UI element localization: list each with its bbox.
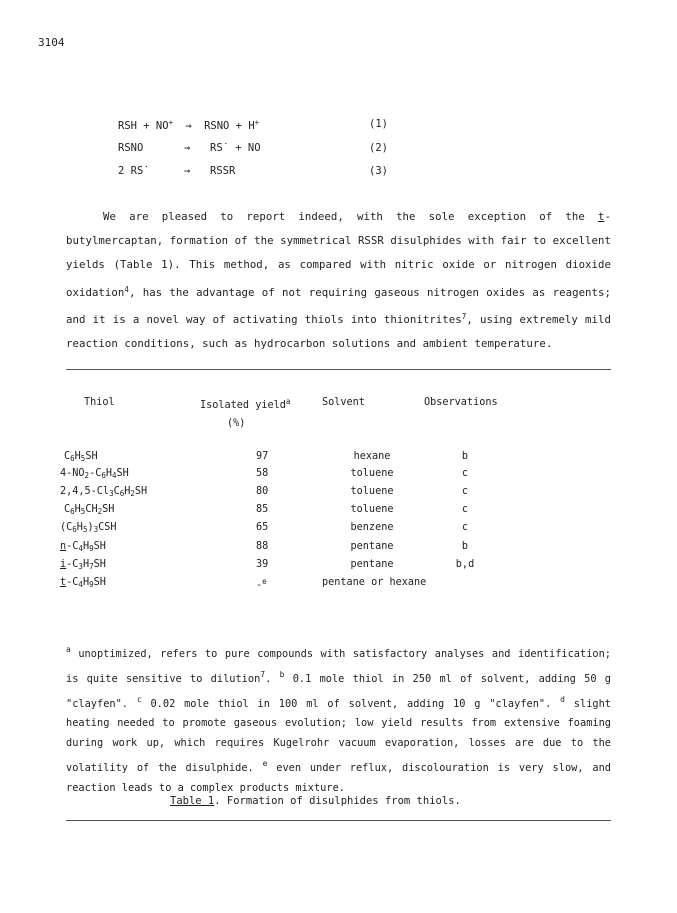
thiol-cell: $C_6H_5CH_2SH$ (64, 504, 115, 516)
footnote-text: even under reflux, discolouration is very slow, and reaction leads to a complex products mixture. (66, 761, 611, 794)
paragraph-text: t (598, 210, 605, 223)
equation-number: (1) (369, 118, 388, 130)
equation-3 (0, 165, 677, 181)
thiol-cell: $C_6H_5SH$ (64, 451, 98, 463)
solvent-cell: pentane or hexane (322, 577, 427, 588)
equation-1 (0, 118, 677, 134)
equation-number: (3) (369, 165, 388, 177)
table-header-yield: Isolated yield$^a$ (200, 397, 291, 411)
solvent-cell: pentane (350, 559, 394, 570)
observation-cell: c (461, 504, 469, 515)
observation-cell: c (461, 468, 469, 479)
equation-lhs: RSH + NO (118, 120, 169, 132)
thiol-cell: $2,4,5-Cl_3C_6H_2SH$ (60, 486, 148, 498)
paragraph-text: -butylmercaptan, formation of the symmetrical RSSR disulphides with fair to excellent yields (Table 1). This method, as compared with nitric oxide or nitrogen dioxide oxidation (66, 210, 611, 299)
equation-lhs-charge: + (168, 118, 174, 127)
paragraph-text: We are pleased to report indeed, with the sole exception of the (103, 210, 598, 223)
observation-cell: c (461, 522, 469, 533)
yield-cell: 58 (256, 468, 269, 479)
equation-number: (2) (369, 142, 388, 154)
footnote-text: 0.1 mole thiol in 250 ml of solvent, adding 50 g "clayfen". (66, 672, 612, 710)
caption-label: Table 1 (170, 795, 215, 807)
reference-mark: 7 (461, 311, 467, 321)
table-header-thiol: Thiol (84, 397, 115, 408)
footnote-text: 0.02 mole thiol in 100 ml of solvent, adding 10 g "clayfen". (141, 697, 561, 710)
thiol-cell: $t-C_4H_9SH$ (60, 577, 106, 589)
paragraph-text: , using extremely mild reaction conditions, such as hydrocarbon solutions and ambient temperature. (66, 312, 611, 351)
equation-rhs: RS˙ + NO (210, 142, 261, 154)
equation-2 (0, 142, 677, 158)
equation-rhs-charge: + (254, 118, 260, 127)
yield-cell: 39 (256, 559, 269, 570)
solvent-cell: toluene (350, 486, 394, 497)
solvent-cell: toluene (350, 504, 394, 515)
solvent-cell: toluene (350, 468, 394, 479)
table-bottom-rule (66, 820, 611, 821)
table-header-observations: Observations (424, 397, 498, 408)
paragraph-text: , has the advantage of not requiring gaseous nitrogen oxides as reagents; and it is a novel way of activating thiols into thionitrites (66, 285, 611, 326)
footnote-mark: c (136, 694, 142, 704)
yield-cell: 80 (256, 486, 269, 497)
equation-lhs: 2 RS˙ (118, 165, 150, 177)
solvent-cell: hexane (353, 451, 391, 462)
reaction-arrow-icon: → (185, 120, 192, 132)
yield-cell: 88 (256, 541, 269, 552)
footnote-mark: d (560, 694, 565, 704)
page-number: 3104 (38, 36, 65, 49)
observation-cell: b,d (455, 559, 475, 570)
footnote-text: . (265, 672, 280, 685)
yield-cell: 97 (256, 451, 269, 462)
equation-lhs: RSNO (118, 142, 144, 154)
thiol-cell: $4-NO_2-C_6H_4SH$ (60, 468, 129, 480)
yield-cell: -$^e$ (256, 577, 267, 591)
footnote-mark: a (66, 645, 71, 654)
solvent-cell: benzene (350, 522, 394, 533)
table-header-yield-unit: (%) (227, 418, 246, 429)
footnote-mark: e (262, 758, 268, 768)
thiol-cell: $(C_6H_5)_3CSH$ (60, 522, 117, 534)
solvent-cell: pentane (350, 541, 394, 552)
equation-rhs: RSSR (210, 165, 236, 177)
reference-mark: 7 (260, 669, 266, 679)
table-top-rule (66, 369, 611, 370)
yield-cell: 65 (256, 522, 269, 533)
thiol-cell: $n-C_4H_9SH$ (60, 541, 106, 553)
thiol-cell: $i-C_3H_7SH$ (60, 559, 106, 571)
footnote-text: slight heating needed to promote gaseous evolution; low yield results from extensive foaming during work up, which requires Kugelrohr vacuum evaporation, losses are due to the volatility of the disulphide. (66, 697, 611, 774)
footnote-mark: b (279, 669, 285, 679)
body-paragraph (66, 205, 611, 356)
table-header-solvent: Solvent (322, 397, 365, 408)
observation-cell: c (461, 486, 469, 497)
reaction-arrow-icon: → (184, 165, 191, 177)
reaction-arrow-icon: → (184, 142, 191, 154)
footnote-text: unoptimized, refers to pure compounds with satisfactory analyses and identification; is quite sensitive to dilution (66, 648, 611, 685)
table-caption (170, 795, 461, 807)
observation-cell: b (461, 451, 469, 462)
reference-mark: 4 (124, 284, 129, 294)
equation-rhs: RSNO + H (204, 120, 255, 132)
yield-cell: 85 (256, 504, 269, 515)
table-footnotes (66, 640, 611, 799)
caption-text: . Formation of disulphides from thiols. (214, 795, 461, 807)
observation-cell: b (461, 541, 469, 552)
